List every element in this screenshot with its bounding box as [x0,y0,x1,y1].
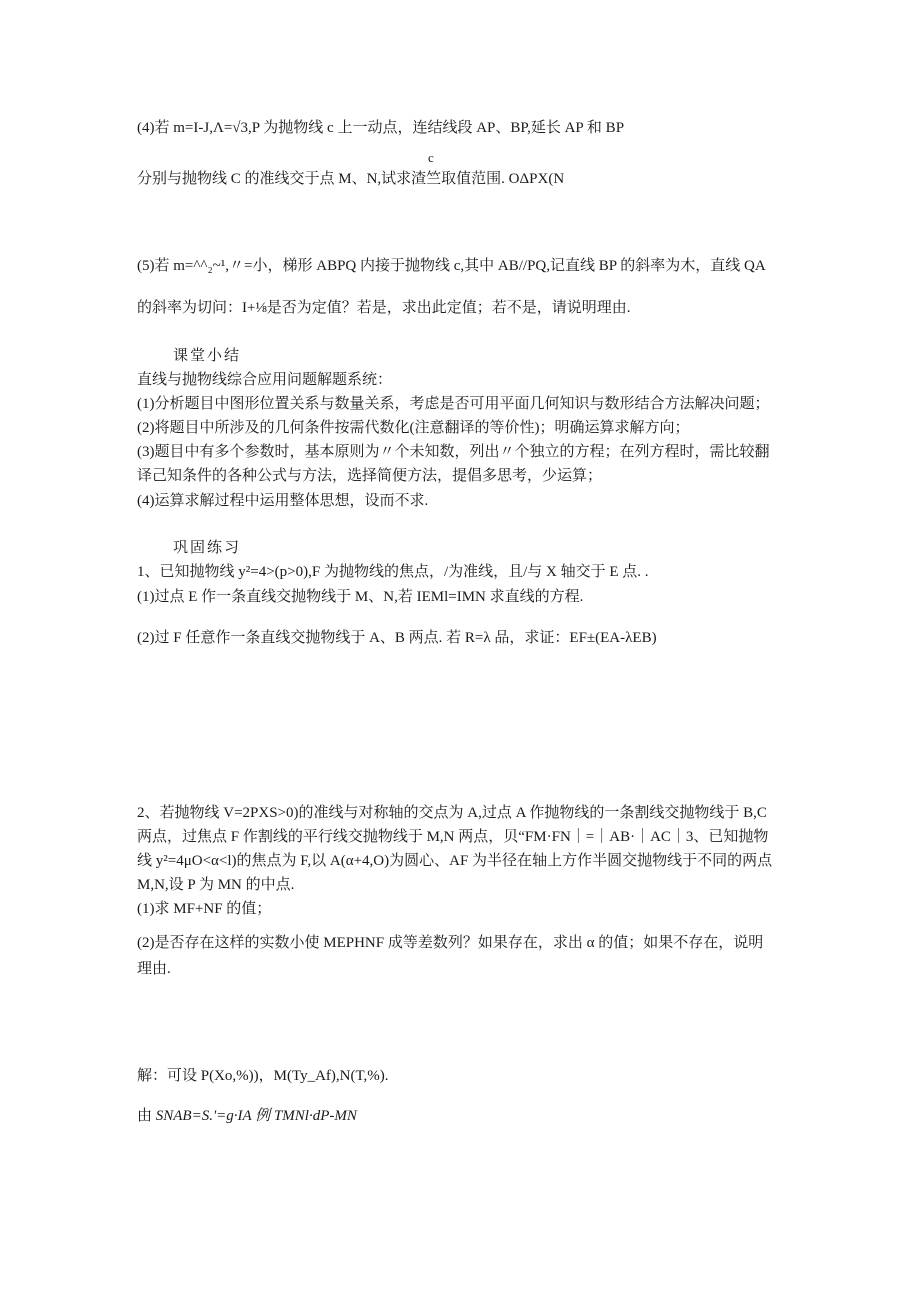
summary-heading: 课堂小结 [173,348,242,364]
problem-5-line-2: 的斜率为切问：I+⅛是否为定值？若是，求出此定值；若不是，请说明理由. [137,300,631,316]
question-1-stem: 1、已知抛物线 y²=4>(p>0),F 为抛物线的焦点，/为准线，且/与 X 轴交于 E 点. . [137,564,649,580]
summary-item-3-cont: 译己知条件的各种公式与方法，选择简便方法，提倡多思考，少运算； [137,468,603,484]
question-2-line-2: 两点，过焦点 F 作割线的平行线交抛物线于 M,N 两点，贝“FM·FN｜=｜AB·｜AC｜3、已知抛物 [137,829,769,845]
question-1-part-2: (2)过 F 任意作一条直线交抛物线于 A、B 两点. 若 R=λ 品，求证：EF±(EA-λEB) [137,630,657,646]
summary-item-1: (1)分析题目中图形位置关系与数量关系，考虑是否可用平面几何知识与数形结合方法解决问题； [137,396,770,412]
question-3-part-2-line-1: (2)是否存在这样的实数小使 MEPHNF 成等差数列？如果存在，求出 α 的值；如果不存在，说明 [137,935,764,951]
summary-item-4: (4)运算求解过程中运用整体思想，设而不求. [137,493,429,509]
question-2-line-3: 线 y²=4μO<α<l)的焦点为 F,以 A(α+4,O)为圆心、AF 为半径在轴上方作半圆交抛物线于不同的两点 [137,853,773,869]
question-3-part-1: (1)求 MF+NF 的值； [137,901,272,917]
practice-heading: 巩固练习 [173,540,242,556]
summary-intro: 直线与抛物线综合应用问题解题系统： [137,372,393,388]
question-1-part-1: (1)过点 E 作一条直线交抛物线于 M、N,若 IEMl=IMN 求直线的方程. [137,589,584,605]
problem-4-superscript: c [428,150,434,165]
summary-item-3: (3)题目中有多个参数时，基本原则为〃个未知数，列出〃个独立的方程；在列方程时，需比较翻 [137,444,770,460]
problem-5-line-1: (5)若 m=^^₂~¹,〃=小，梯形 ABPQ 内接于抛物线 c,其中 AB//PQ,记直线 BP 的斜率为木，直线 QA [137,258,766,274]
problem-4-line-2: 分别与抛物线 C 的准线交于点 M、N,试求渣竺取值范围. OΔPX(N [137,171,565,187]
question-2-line-1: 2、若抛物线 V=2PXS>0)的准线与对称轴的交点为 A,过点 A 作抛物线的一条割线交抛物线于 B,C [137,805,767,821]
summary-item-2: (2)将题目中所涉及的几何条件按需代数化(注意翻译的等价性)；明确运算求解方向； [137,420,690,436]
problem-4-line-1: (4)若 m=I-J,Λ=√3,P 为抛物线 c 上一动点，连结线段 AP、BP,延长 AP 和 BP [137,120,625,136]
solution-formula: SNAB=S.'=g·IA 例 TMNl·dP-MN [155,1108,357,1124]
solution-line-1: 解：可设 P(Xo,%))，M(Ty_Af),N(T,%). [137,1068,389,1084]
question-3-part-2-line-2: 理由. [137,961,171,977]
question-2-line-4: M,N,设 P 为 MN 的中点. [137,877,295,893]
solution-line-2 [137,1106,357,1126]
solution-prefix: 由 [137,1108,156,1124]
